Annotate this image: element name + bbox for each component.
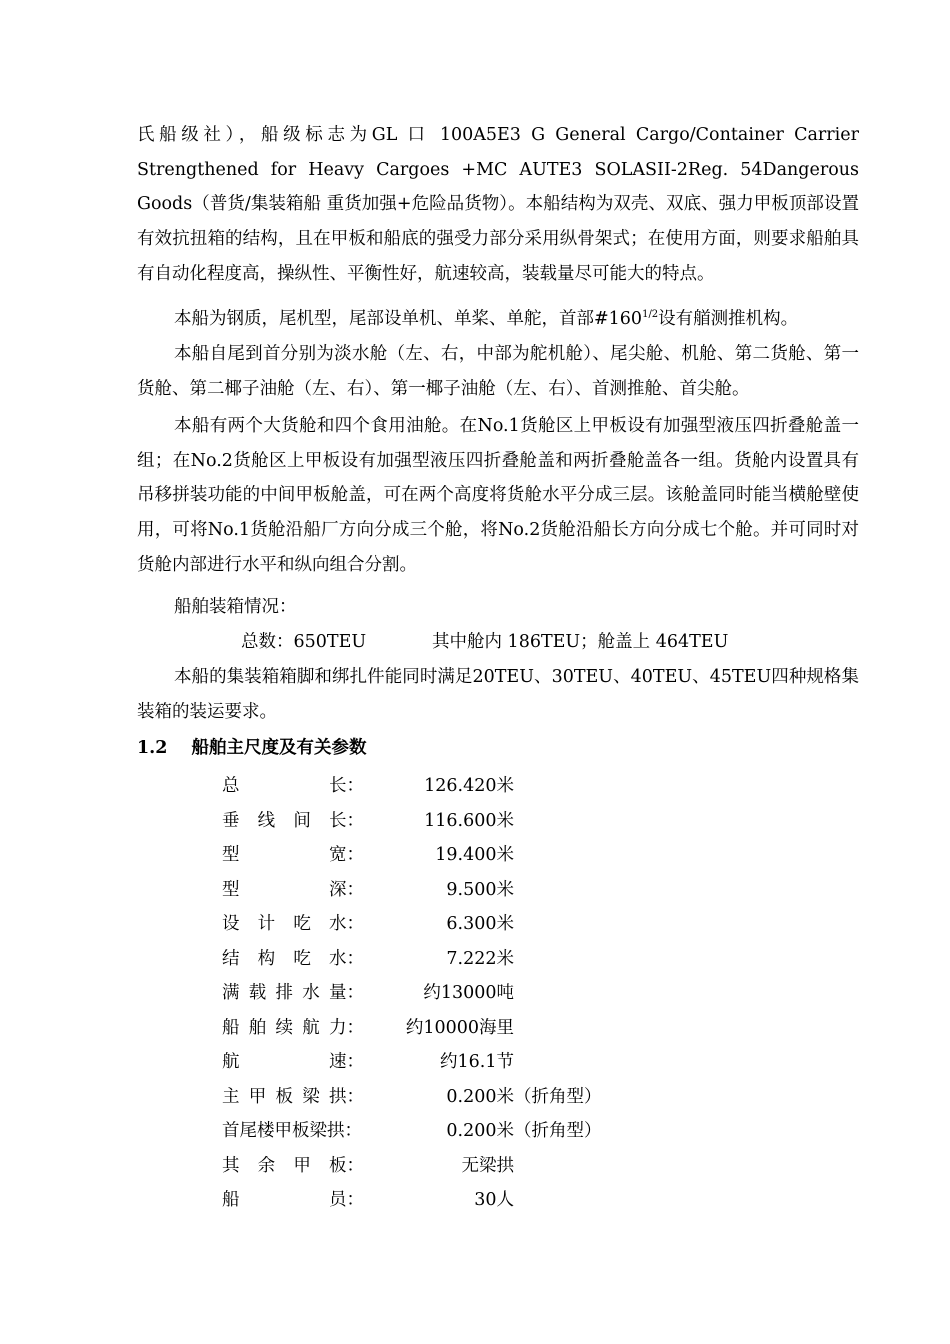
spec-label-part: 续 xyxy=(275,1017,293,1038)
spec-value xyxy=(390,1011,514,1046)
spec-label-part: 舶 xyxy=(248,1017,267,1038)
spec-label-part: 水： xyxy=(328,914,364,934)
spec-value xyxy=(390,907,514,942)
spec-unit: 米 xyxy=(496,948,514,969)
spec-value xyxy=(390,1183,514,1218)
section-title: 船舶主尺度及有关参数 xyxy=(191,738,367,758)
section-number: 1.2 xyxy=(137,738,168,758)
spec-label-part: 型 xyxy=(222,879,240,900)
spec-label-part: 航 xyxy=(222,1052,240,1072)
spec-unit: 米 xyxy=(496,914,514,934)
spec-number: 9.500 xyxy=(446,879,497,900)
spec-label-part: 总 xyxy=(222,776,240,796)
paragraph-hull-type xyxy=(137,302,859,337)
spec-label-part: 员： xyxy=(329,1190,364,1210)
spec-label xyxy=(222,907,364,942)
spec-row xyxy=(0,873,950,908)
container-capacity-heading: 船舶装箱情况： xyxy=(174,597,297,617)
spec-label xyxy=(222,1114,364,1149)
spec-label-part: 板 xyxy=(275,1086,293,1107)
spec-label xyxy=(222,1183,364,1218)
spec-label-part: 长： xyxy=(329,776,364,796)
spec-unit: 米 xyxy=(496,845,514,865)
teu-total: 总数：650TEU xyxy=(241,632,367,652)
spec-label xyxy=(222,804,364,839)
spec-label-part: 余 xyxy=(257,1155,276,1176)
spec-number: 6.300 xyxy=(446,914,497,934)
spec-value xyxy=(390,838,514,873)
spec-label-part: 设 xyxy=(222,914,240,934)
spec-value xyxy=(390,1114,514,1149)
spec-value xyxy=(390,873,514,908)
spec-label xyxy=(222,769,364,804)
spec-label-part: 排 xyxy=(275,983,293,1003)
spec-row xyxy=(0,1114,950,1149)
spec-label-part: 船 xyxy=(222,1190,240,1210)
spec-label xyxy=(222,873,364,908)
spec-label-part: 计 xyxy=(257,914,276,934)
spec-number: 19.400 xyxy=(435,845,497,865)
spec-label-part: 垂 xyxy=(222,810,240,831)
spec-label xyxy=(222,1011,364,1046)
spec-label-part: 水 xyxy=(302,983,320,1003)
spec-label-part: 拱： xyxy=(329,1086,364,1107)
spec-label-part: 量： xyxy=(329,983,364,1003)
spec-label-part: 吃 xyxy=(293,948,311,969)
spec-value xyxy=(390,1080,514,1115)
spec-label-part: 梁 xyxy=(302,1086,320,1107)
spec-unit: 米 xyxy=(496,810,514,831)
spec-value xyxy=(390,976,514,1011)
spec-number: 0.200 xyxy=(446,1086,497,1107)
spec-unit: 海里 xyxy=(479,1017,514,1038)
spec-label-part: 速： xyxy=(329,1052,364,1072)
spec-label xyxy=(222,1045,364,1080)
spec-label-part: 航 xyxy=(302,1017,320,1038)
spec-label-part: 主 xyxy=(222,1086,240,1107)
spec-label-part: 深： xyxy=(329,879,364,900)
paragraph-lashing: 本船的集装箱箱脚和绑扎件能同时满足20TEU、30TEU、40TEU、45TEU四种规格集装箱的装运要求。 xyxy=(137,667,859,722)
spec-number: 约16.1 xyxy=(440,1052,497,1072)
spec-label-part: 其 xyxy=(222,1155,240,1176)
spec-row xyxy=(0,1080,950,1115)
spec-label-part: 线 xyxy=(257,810,276,831)
spec-value xyxy=(390,942,514,977)
spec-label-part: 结 xyxy=(222,948,240,969)
spec-label xyxy=(222,976,364,1011)
spec-value xyxy=(390,804,514,839)
spec-value xyxy=(390,1149,514,1184)
spec-row xyxy=(0,907,950,942)
spec-label-part: 载 xyxy=(248,983,267,1003)
spec-label-part: 宽： xyxy=(329,845,364,865)
spec-row xyxy=(0,1149,950,1184)
paragraph-classification: 氏船级社），船级标志为GL 口 100A5E3 G General Cargo/Container Carrier Strengthened for Heavy Cargoes +MC AUTE3 SOLASII-2Reg. 54Dangerous Goods（普货/集装箱船 重货加强+危险品货物）。本船结构为双壳、双底、强力甲板顶部设置有效抗扭箱的结构，且在甲板和船底的强受力部分采用纵骨架式；在使用方面，则要求船舶具有自动化程度高，操纵性、平衡性好，航速较高，装载量尽可能大的特点。 xyxy=(137,125,859,284)
spec-label-part: 构 xyxy=(257,948,276,969)
paragraph-hull-type-tail: 设有艏测推机构。 xyxy=(658,309,799,329)
spec-unit: 人 xyxy=(496,1190,514,1210)
spec-label-part: 满 xyxy=(222,983,240,1003)
spec-unit: 吨 xyxy=(496,983,514,1003)
spec-label-part: 首尾楼甲板梁拱： xyxy=(222,1121,362,1141)
teu-split: 其中舱内 186TEU；舱盖上 464TEU xyxy=(432,632,729,652)
spec-label-part: 长： xyxy=(328,810,364,831)
spec-unit: 节 xyxy=(496,1052,514,1072)
spec-label-part: 板： xyxy=(328,1155,364,1176)
spec-row xyxy=(0,1183,950,1218)
spec-row xyxy=(0,769,950,804)
spec-number: 126.420 xyxy=(424,776,497,796)
spec-row xyxy=(0,838,950,873)
spec-row xyxy=(0,976,950,1011)
spec-unit: 米 xyxy=(496,776,514,796)
spec-value xyxy=(390,769,514,804)
spec-suffix: （折角型） xyxy=(514,1086,602,1107)
spec-unit: 米 xyxy=(496,879,514,900)
spec-unit: 米 xyxy=(496,1086,514,1107)
spec-label xyxy=(222,1080,364,1115)
spec-number: 无梁拱 xyxy=(461,1155,514,1176)
paragraph-compartments: 本船自尾到首分别为淡水舱（左、右，中部为舵机舱）、尾尖舱、机舱、第二货舱、第一货舱、第二椰子油舱（左、右）、第一椰子油舱（左、右）、首测推舱、首尖舱。 xyxy=(137,344,859,399)
spec-label-part: 甲 xyxy=(293,1155,311,1176)
spec-row xyxy=(0,1011,950,1046)
spec-label-part: 甲 xyxy=(248,1086,267,1107)
spec-row xyxy=(0,804,950,839)
spec-unit: 米 xyxy=(496,1121,514,1141)
spec-label-part: 力： xyxy=(329,1017,364,1038)
spec-number: 约10000 xyxy=(405,1017,479,1038)
spec-number: 7.222 xyxy=(446,948,497,969)
spec-row xyxy=(0,1045,950,1080)
spec-row xyxy=(0,942,950,977)
paragraph-holds: 本船有两个大货舱和四个食用油舱。在No.1货舱区上甲板设有加强型液压四折叠舱盖一组；在No.2货舱区上甲板设有加强型液压四折叠舱盖和两折叠舱盖各一组。货舱内设置具有吊移拼装功能的中间甲板舱盖，可在两个高度将货舱水平分成三层。该舱盖同时能当横舱壁使用，可将No.1货舱沿船厂方向分成三个舱，将No.2货舱沿船长方向分成七个舱。并可同时对货舱内部进行水平和纵向组合分割。 xyxy=(137,416,859,575)
spec-number: 116.600 xyxy=(424,810,497,831)
spec-label-part: 型 xyxy=(222,845,240,865)
spec-number: 约13000 xyxy=(423,983,497,1003)
spec-label-part: 间 xyxy=(293,810,311,831)
spec-label-part: 水： xyxy=(328,948,364,969)
spec-label xyxy=(222,1149,364,1184)
spec-label xyxy=(222,942,364,977)
spec-label xyxy=(222,838,364,873)
fraction-superscript: 1/2 xyxy=(642,309,659,321)
spec-number: 0.200 xyxy=(446,1121,497,1141)
spec-number: 30 xyxy=(474,1190,497,1210)
spec-value xyxy=(390,1045,514,1080)
spec-label-part: 船 xyxy=(222,1017,240,1038)
section-heading xyxy=(137,731,366,766)
spec-suffix: （折角型） xyxy=(514,1121,602,1141)
paragraph-hull-type-text: 本船为钢质，尾机型，尾部设单机、单桨、单舵，首部#160 xyxy=(174,309,643,329)
spec-label-part: 吃 xyxy=(293,914,311,934)
